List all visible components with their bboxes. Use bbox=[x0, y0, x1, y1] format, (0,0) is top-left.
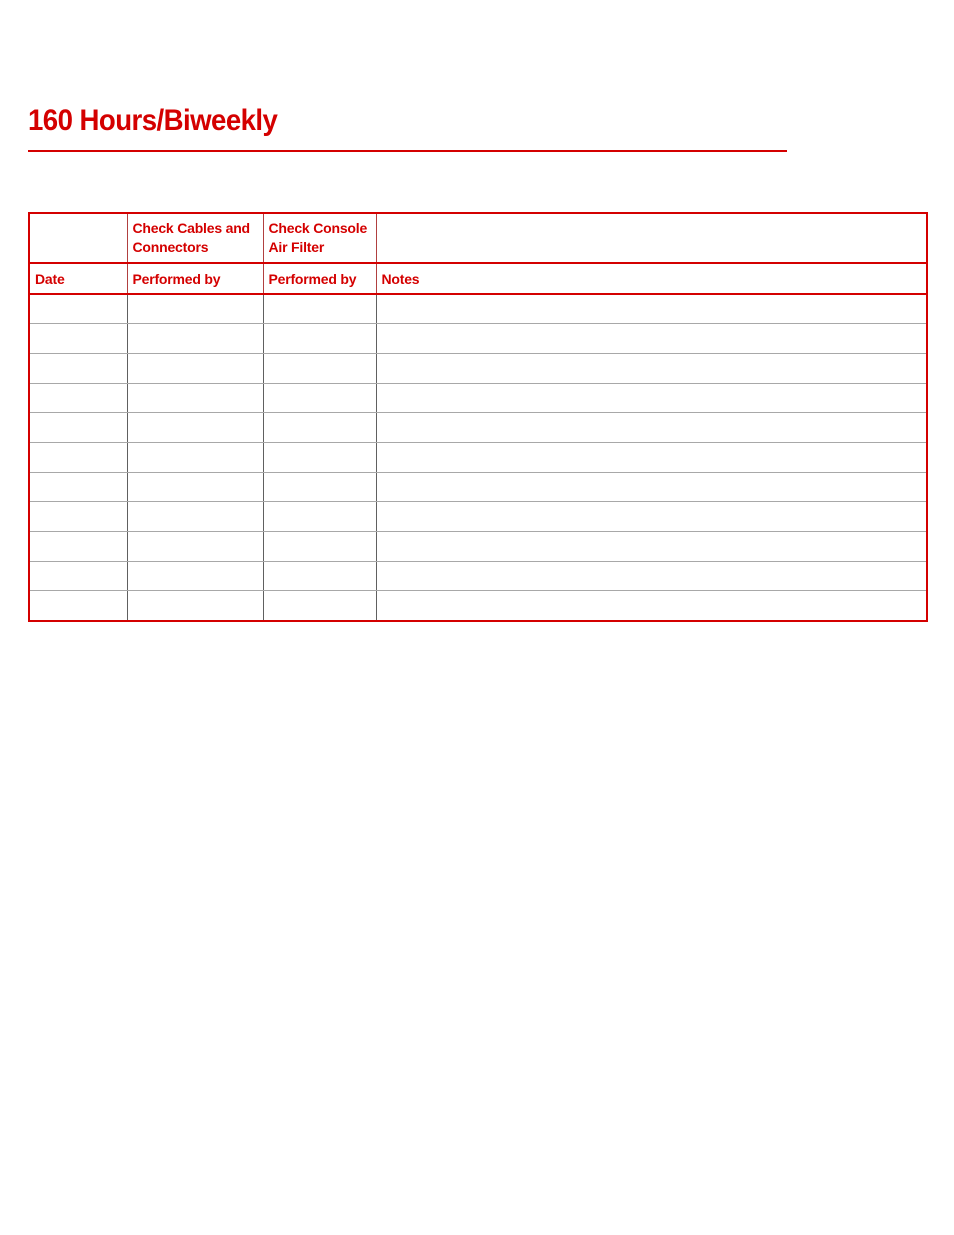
task-header-check-cables: Check Cables and Connectors bbox=[127, 213, 263, 263]
date-cell[interactable] bbox=[29, 532, 127, 562]
table-row bbox=[29, 324, 927, 354]
date-cell[interactable] bbox=[29, 472, 127, 502]
notes-cell[interactable] bbox=[376, 324, 927, 354]
date-cell[interactable] bbox=[29, 561, 127, 591]
date-cell[interactable] bbox=[29, 353, 127, 383]
table-row bbox=[29, 442, 927, 472]
filter-performed-by-cell[interactable] bbox=[263, 413, 376, 443]
notes-cell[interactable] bbox=[376, 294, 927, 324]
task-header-notes bbox=[376, 213, 927, 263]
filter-performed-by-cell[interactable] bbox=[263, 442, 376, 472]
table-row bbox=[29, 472, 927, 502]
date-cell[interactable] bbox=[29, 383, 127, 413]
notes-cell[interactable] bbox=[376, 502, 927, 532]
notes-cell[interactable] bbox=[376, 442, 927, 472]
filter-performed-by-cell[interactable] bbox=[263, 383, 376, 413]
filter-performed-by-cell[interactable] bbox=[263, 353, 376, 383]
date-cell[interactable] bbox=[29, 442, 127, 472]
cables-performed-by-cell[interactable] bbox=[127, 442, 263, 472]
cables-performed-by-cell[interactable] bbox=[127, 353, 263, 383]
cables-performed-by-cell[interactable] bbox=[127, 383, 263, 413]
cables-performed-by-cell[interactable] bbox=[127, 472, 263, 502]
date-cell[interactable] bbox=[29, 324, 127, 354]
cables-performed-by-cell[interactable] bbox=[127, 502, 263, 532]
filter-performed-by-cell[interactable] bbox=[263, 324, 376, 354]
date-cell[interactable] bbox=[29, 502, 127, 532]
date-cell[interactable] bbox=[29, 413, 127, 443]
notes-cell[interactable] bbox=[376, 413, 927, 443]
column-header-performed-by-cables: Performed by bbox=[127, 263, 263, 294]
filter-performed-by-cell[interactable] bbox=[263, 591, 376, 621]
task-header-check-air-filter: Check Console Air Filter bbox=[263, 213, 376, 263]
notes-cell[interactable] bbox=[376, 591, 927, 621]
cables-performed-by-cell[interactable] bbox=[127, 294, 263, 324]
filter-performed-by-cell[interactable] bbox=[263, 561, 376, 591]
date-cell[interactable] bbox=[29, 591, 127, 621]
table-row bbox=[29, 383, 927, 413]
table-row bbox=[29, 561, 927, 591]
task-header-row bbox=[29, 213, 927, 263]
log-table-body bbox=[29, 294, 927, 621]
cables-performed-by-cell[interactable] bbox=[127, 413, 263, 443]
filter-performed-by-cell[interactable] bbox=[263, 294, 376, 324]
notes-cell[interactable] bbox=[376, 472, 927, 502]
filter-performed-by-cell[interactable] bbox=[263, 472, 376, 502]
table-row bbox=[29, 591, 927, 621]
table-row bbox=[29, 413, 927, 443]
cables-performed-by-cell[interactable] bbox=[127, 532, 263, 562]
cables-performed-by-cell[interactable] bbox=[127, 324, 263, 354]
maintenance-log-table bbox=[28, 212, 928, 622]
table-row bbox=[29, 353, 927, 383]
column-header-date: Date bbox=[29, 263, 127, 294]
notes-cell[interactable] bbox=[376, 532, 927, 562]
notes-cell[interactable] bbox=[376, 383, 927, 413]
notes-cell[interactable] bbox=[376, 561, 927, 591]
date-cell[interactable] bbox=[29, 294, 127, 324]
filter-performed-by-cell[interactable] bbox=[263, 532, 376, 562]
column-header-notes: Notes bbox=[376, 263, 927, 294]
column-header-row bbox=[29, 263, 927, 294]
cables-performed-by-cell[interactable] bbox=[127, 561, 263, 591]
task-header-date bbox=[29, 213, 127, 263]
table-row bbox=[29, 502, 927, 532]
filter-performed-by-cell[interactable] bbox=[263, 502, 376, 532]
page-title: 160 Hours/Biweekly bbox=[28, 104, 278, 137]
title-divider bbox=[28, 150, 787, 152]
table-row bbox=[29, 294, 927, 324]
table-row bbox=[29, 532, 927, 562]
cables-performed-by-cell[interactable] bbox=[127, 591, 263, 621]
column-header-performed-by-filter: Performed by bbox=[263, 263, 376, 294]
notes-cell[interactable] bbox=[376, 353, 927, 383]
